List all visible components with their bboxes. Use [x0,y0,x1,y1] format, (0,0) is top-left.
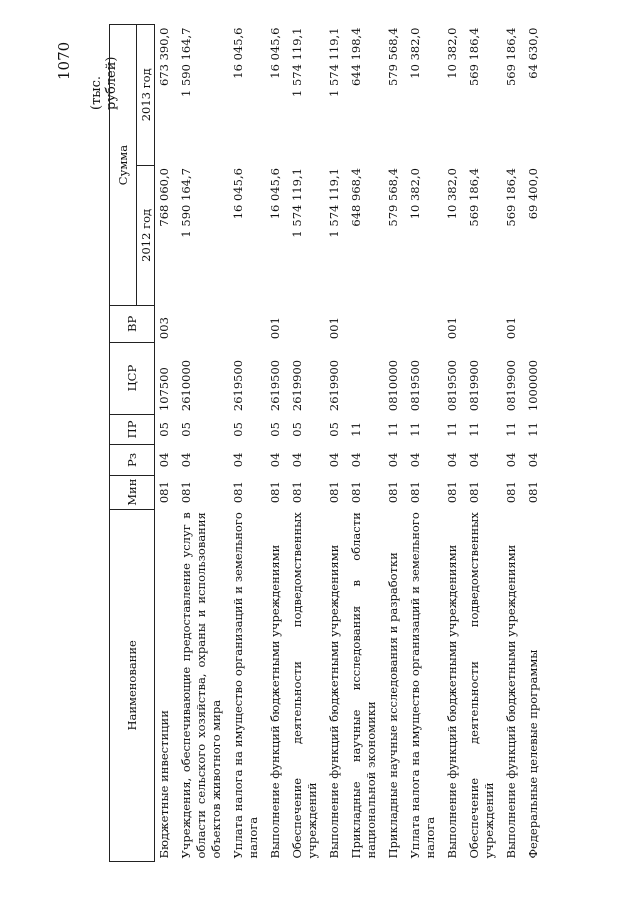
row-csr: 107500 [157,367,171,412]
table-row [285,25,322,862]
table-row [322,25,344,862]
row-amount-2012: 648 968,4 [349,168,363,227]
row-name: Учреждения, обеспечивающие предоставление услуг в области сельского хозяйства, охраны и использования объектов животного мира [179,512,223,859]
row-name: Уплата налога на имущество организаций и земельного налога [231,512,260,859]
row-name: Федеральные целевые программы [526,649,540,859]
row-amount-2013: 16 045,6 [231,27,245,79]
row-amount-2012: 69 400,0 [526,168,540,220]
row-vr [403,306,440,342]
budget-table [109,24,543,862]
table-row [174,25,226,862]
table-row [440,25,462,862]
row-amount-2012: 16 045,6 [231,168,245,220]
row-vr [381,306,403,342]
row-name: Обеспечение деятельности подведомственных учреждений [467,512,496,859]
row-rz: 04 [504,452,518,468]
row-vr: 001 [504,317,518,340]
row-min: 081 [268,481,282,504]
row-pr: 05 [179,422,193,437]
row-amount-2012: 569 186,4 [504,168,518,227]
row-rz: 04 [231,452,245,468]
row-name: Обеспечение деятельности подведомственных учреждений [290,512,319,859]
row-vr: 003 [157,317,171,340]
row-csr: 0819900 [467,359,481,412]
page-number: 1070 [55,41,73,80]
row-amount-2012: 10 382,0 [445,168,459,220]
row-rz: 04 [445,452,459,468]
row-rz: 04 [386,452,400,468]
row-vr [285,306,322,342]
header-2012: 2012 год [137,165,155,306]
row-amount-2013: 64 630,0 [526,27,540,79]
row-rz: 04 [179,452,193,468]
row-min: 081 [445,481,459,504]
table-row [403,25,440,862]
row-vr: 001 [327,317,341,340]
table-row [499,25,521,862]
row-amount-2013: 644 198,4 [349,27,363,87]
row-amount-2013: 569 186,4 [504,27,518,87]
units-note: (тыс. рублей) [89,56,119,110]
row-min: 081 [327,481,341,504]
row-amount-2012: 1 590 164,7 [179,168,193,238]
row-rz: 04 [467,452,481,468]
row-name: Бюджетные инвестиции [157,710,171,859]
table-row [155,25,175,862]
row-vr [174,306,226,342]
header-vr: ВР [110,306,155,342]
table-row [462,25,499,862]
row-rz: 04 [327,452,341,468]
row-amount-2012: 1 574 119,1 [327,168,341,238]
row-vr: 001 [445,317,459,340]
row-pr: 05 [327,422,341,437]
row-name: Уплата налога на имущество организаций и земельного налога [408,512,437,859]
row-pr: 11 [467,422,481,437]
row-amount-2012: 579 568,4 [386,168,400,227]
row-csr: 2619900 [327,359,341,412]
row-amount-2013: 10 382,0 [445,27,459,79]
row-rz: 04 [408,452,422,468]
row-min: 081 [349,481,363,504]
rotated-page [25,20,625,880]
row-min: 081 [386,481,400,504]
row-vr [226,306,263,342]
row-amount-2012: 569 186,4 [467,168,481,227]
row-min: 081 [231,481,245,504]
row-csr: 0819900 [504,359,518,412]
row-name: Прикладные научные исследования и разработки [386,552,400,859]
row-vr [521,306,543,342]
row-amount-2013: 673 390,0 [157,27,171,87]
row-amount-2012: 768 060,0 [157,168,171,227]
table-body [155,25,544,862]
row-pr: 11 [445,422,459,437]
table-row [521,25,543,862]
row-pr: 11 [504,422,518,437]
row-name: Выполнение функций бюджетными учреждениями [268,544,282,859]
row-name: Выполнение функций бюджетными учреждениями [327,544,341,859]
row-rz: 04 [349,452,363,468]
table-row [344,25,381,862]
row-rz: 04 [157,452,171,468]
row-csr: 0810000 [386,359,400,412]
row-min: 081 [290,481,304,504]
row-rz: 04 [526,452,540,468]
row-amount-2013: 16 045,6 [268,27,282,79]
row-csr [344,342,381,414]
table-row [381,25,403,862]
row-amount-2013: 1 574 119,1 [290,27,304,97]
row-min: 081 [179,481,193,504]
row-csr: 2619500 [268,359,282,412]
row-pr: 05 [268,422,282,437]
row-pr: 11 [386,422,400,437]
row-amount-2012: 1 574 119,1 [290,168,304,238]
row-amount-2013: 1 574 119,1 [327,27,341,97]
header-name: Наименование [110,509,155,861]
row-pr: 05 [290,422,304,437]
row-csr: 2619900 [290,359,304,412]
row-amount-2012: 10 382,0 [408,168,422,220]
header-rz: Рз [110,445,155,475]
row-amount-2013: 10 382,0 [408,27,422,79]
row-pr: 11 [526,422,540,437]
row-vr [462,306,499,342]
row-pr: 05 [157,422,171,437]
row-min: 081 [526,481,540,504]
header-pr: ПР [110,414,155,445]
row-name: Выполнение функций бюджетными учреждениями [504,544,518,859]
row-vr: 001 [268,317,282,340]
row-amount-2012: 16 045,6 [268,168,282,220]
row-name: Выполнение функций бюджетными учреждениями [445,544,459,859]
header-min: Мин [110,475,155,509]
row-pr: 11 [349,422,363,437]
row-csr: 1000000 [526,359,540,412]
row-min: 081 [504,481,518,504]
row-amount-2013: 579 568,4 [386,27,400,87]
row-vr [344,306,381,342]
row-csr: 2610000 [179,359,193,412]
row-rz: 04 [290,452,304,468]
row-min: 081 [157,481,171,504]
row-csr: 0819500 [408,359,422,412]
row-min: 081 [408,481,422,504]
row-min: 081 [467,481,481,504]
row-amount-2013: 1 590 164,7 [179,27,193,97]
header-2013: 2013 год [137,25,155,166]
row-rz: 04 [268,452,282,468]
row-pr: 05 [231,422,245,437]
header-csr: ЦСР [110,342,155,414]
row-pr: 11 [408,422,422,437]
header-sum: Сумма [110,25,137,306]
row-name: Прикладные научные исследования в области национальной экономики [349,512,378,859]
table-row [263,25,285,862]
table-row [226,25,263,862]
row-csr: 2619500 [231,359,245,412]
row-csr: 0819500 [445,359,459,412]
row-amount-2013: 569 186,4 [467,27,481,87]
